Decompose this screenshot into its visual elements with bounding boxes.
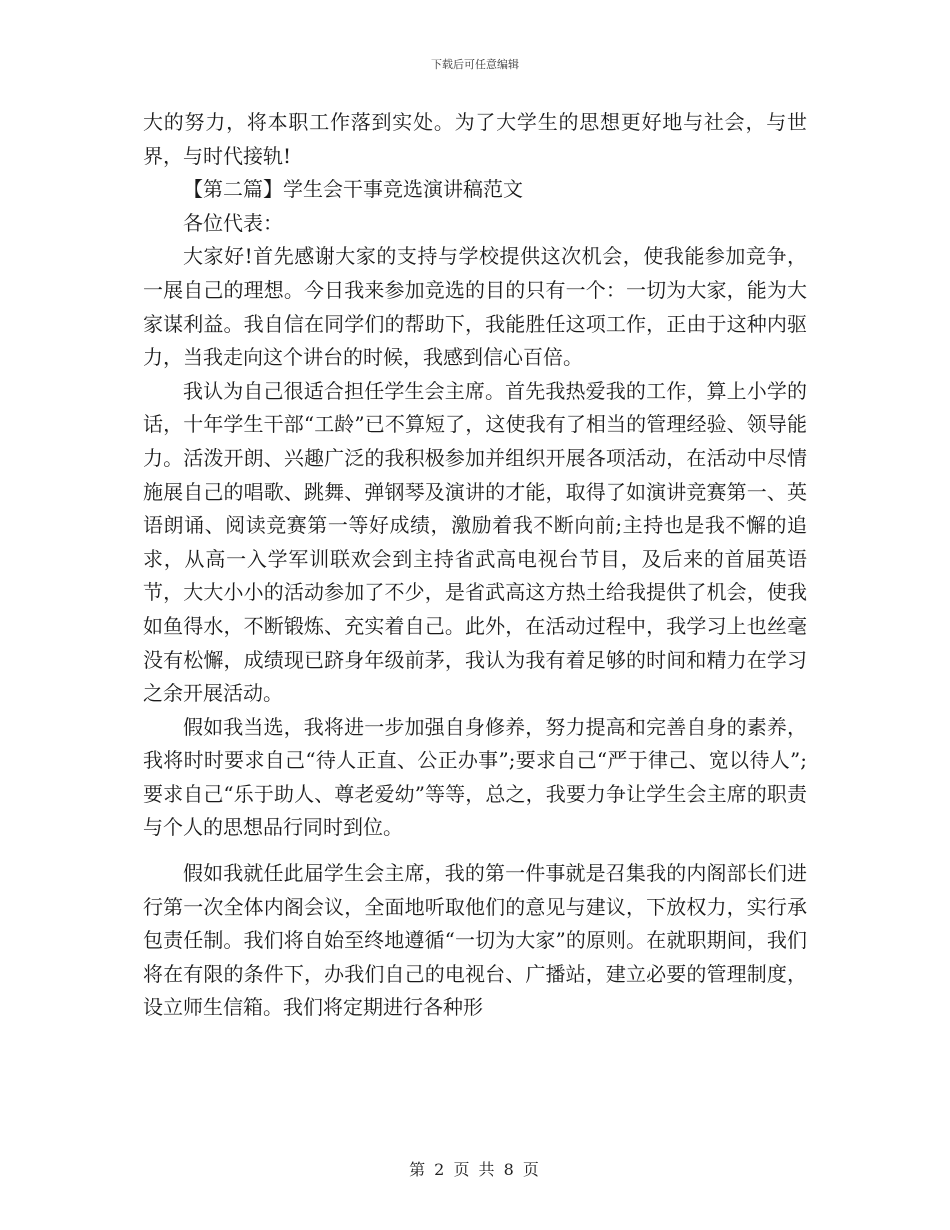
- greeting: 各位代表：: [183, 210, 283, 235]
- page-number: 第 2 页 共 8 页: [409, 1160, 541, 1179]
- paragraph-qualifications: 我认为自己很适合担任学生会主席。首先我热爱我的工作，算上小学的话，十年学生干部“工龄”已不算短了，这使我有了相当的管理经验、领导能力。活泼开朗、兴趣广泛的我积极参加并组织开展各项活动，在活动中尽情施展自己的唱歌、跳舞、弹钢琴及演讲的才能，取得了如演讲竞赛第一、英语朗诵、阅读竞赛第一等好成绩，激励着我不断向前;主持也是我不懈的追求，从高一入学军训联欢会到主持省武高电视台节目，及后来的首届英语节，大大小小的活动参加了不少，是省武高这方热土给我提供了机会，使我如鱼得水，不断锻炼、充实着自己。此外，在活动过程中，我学习上也丝毫没有松懈，成绩现已跻身年级前茅，我认为我有着足够的时间和精力在学习之余开展活动。: [143, 378, 807, 706]
- paragraph-commitment: 假如我当选，我将进一步加强自身修养，努力提高和完善自身的素养，我将时时要求自己“待人正直、公正办事”;要求自己“严于律己、宽以待人”;要求自己“乐于助人、尊老爱幼”等等，总之，我要力争让学生会主席的职责与个人的思想品行同时到位。: [143, 714, 807, 840]
- header-note: 下载后可任意编辑: [431, 58, 519, 71]
- section-title: 【第二篇】学生会干事竞选演讲稿范文: [183, 177, 523, 202]
- paragraph-continued: 大的努力，将本职工作落到实处。为了大学生的思想更好地与社会，与世界，与时代接轨!: [143, 110, 807, 168]
- document-body: [143, 106, 807, 1025]
- paragraph-plan: 假如我就任此届学生会主席，我的第一件事就是召集我的内阁部长们进行第一次全体内阁会议，全面地听取他们的意见与建议，下放权力，实行承包责任制。我们将自始至终地遵循“一切为大家”的原则。在就职期间，我们将在有限的条件下，办我们自己的电视台、广播站，建立必要的管理制度，设立师生信箱。我们将定期进行各种形: [143, 861, 807, 1020]
- paragraph-opening: 大家好!首先感谢大家的支持与学校提供这次机会，使我能参加竞争，一展自己的理想。今日我来参加竞选的目的只有一个：一切为大家，能为大家谋利益。我自信在同学们的帮助下，我能胜任这项工作，正由于这种内驱力，当我走向这个讲台的时候，我感到信心百倍。: [143, 244, 807, 370]
